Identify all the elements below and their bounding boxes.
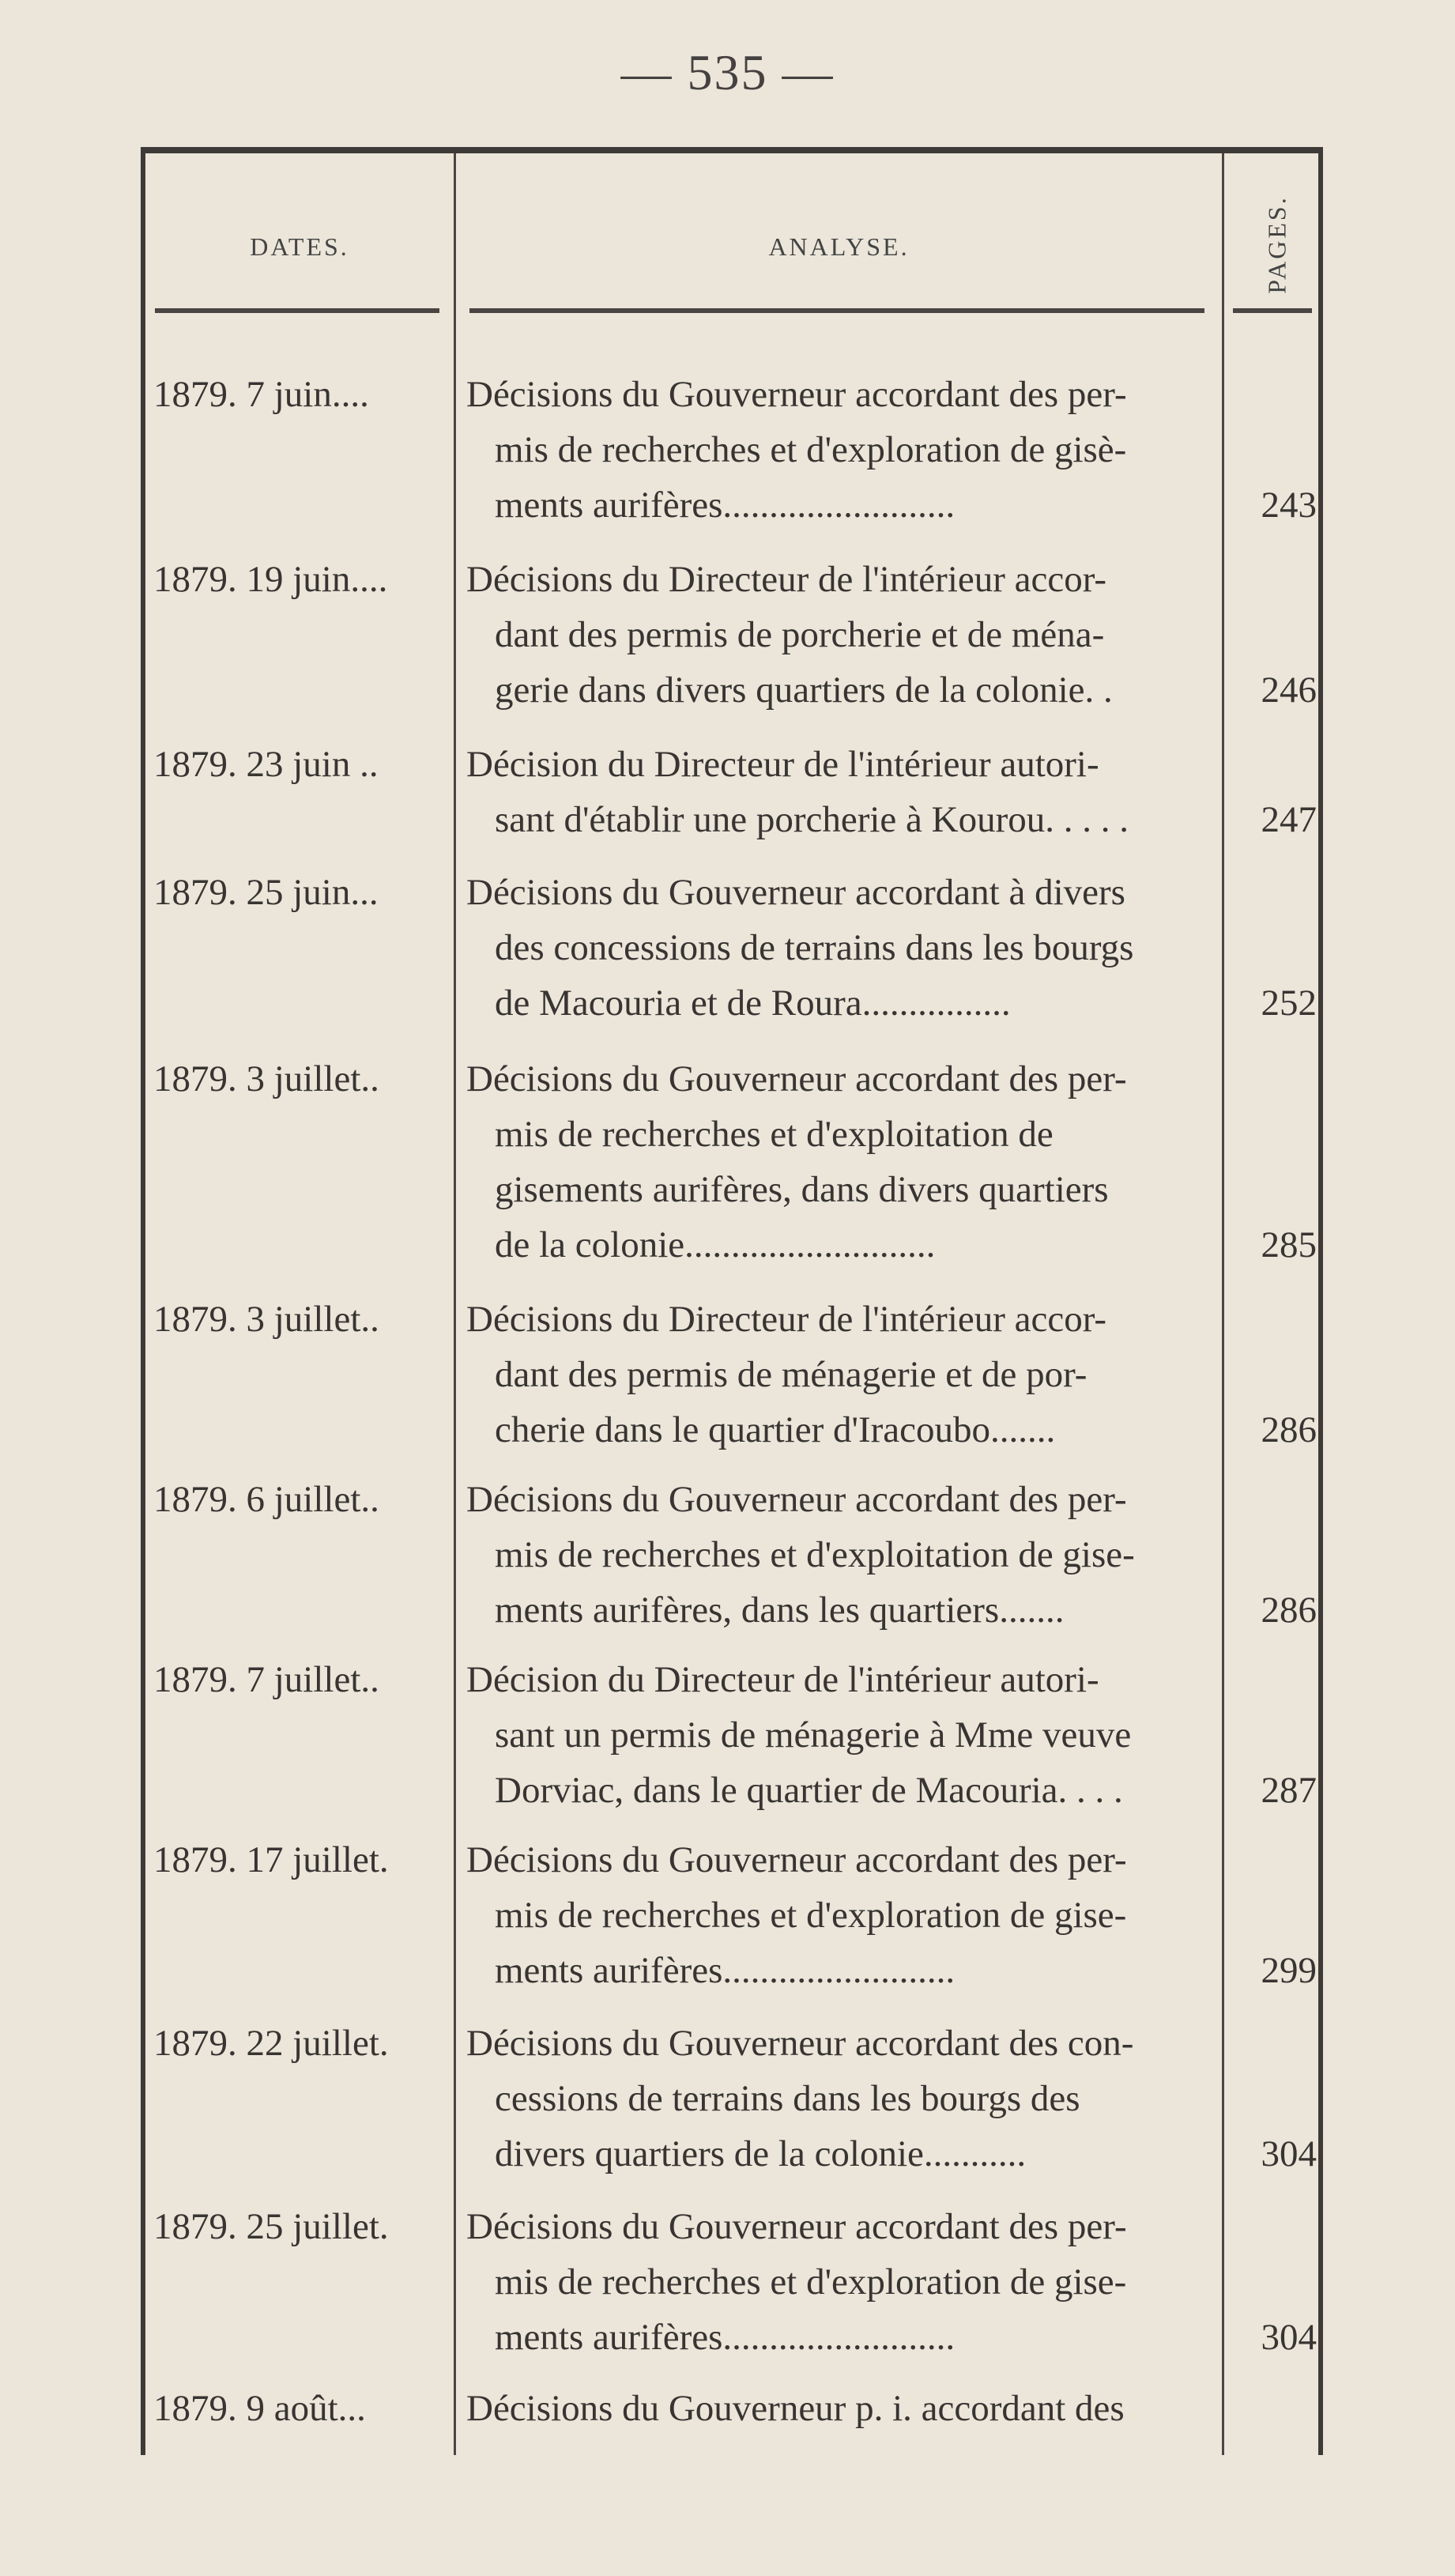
analysis-line: sant d'établir une porcherie à Kourou. . . . .: [495, 799, 1129, 840]
analyse-header: ANALYSE.: [768, 232, 910, 261]
analysis-line: de Macouria et de Roura................: [495, 983, 1011, 1024]
analysis-line: Décisions du Gouverneur accordant des per-: [466, 1479, 1127, 1520]
entry-analysis: [466, 1472, 1211, 1638]
analysis-line: mis de recherches et d'exploitation de: [495, 1114, 1054, 1155]
header-rule: [155, 308, 439, 313]
analysis-line: ments aurifères.........................: [495, 1950, 956, 1991]
entry-analysis: [466, 737, 1211, 847]
entry-page: 246: [1261, 669, 1317, 711]
entry-page: 304: [1261, 2317, 1317, 2358]
analysis-line: ments aurifères.........................: [495, 2317, 956, 2358]
index-table: [141, 147, 1323, 2455]
entry-page: 304: [1261, 2133, 1317, 2174]
entry-page: 247: [1261, 799, 1317, 840]
analysis-line: cherie dans le quartier d'Iracoubo.......: [495, 1409, 1056, 1450]
entry-analysis: [466, 1051, 1211, 1273]
column-divider: [454, 153, 456, 2455]
entry-date: 1879. 6 juillet..: [153, 1479, 379, 1520]
entry-page: 252: [1261, 983, 1317, 1024]
analysis-line: mis de recherches et d'exploitation de gise-: [495, 1534, 1135, 1575]
entry-analysis: [466, 1652, 1211, 1818]
analysis-line: Décisions du Gouverneur p. i. accordant des: [466, 2388, 1125, 2429]
entry-analysis: [466, 1292, 1211, 1458]
entry-page: 243: [1261, 485, 1317, 526]
entry-analysis: [466, 1832, 1211, 1998]
entry-analysis: [466, 552, 1211, 718]
entry-date: 1879. 25 juillet.: [153, 2206, 389, 2247]
analysis-line: dant des permis de porcherie et de ména-: [495, 614, 1105, 655]
analysis-line: mis de recherches et d'exploration de gise-: [495, 1895, 1127, 1936]
table-header: [145, 153, 1318, 319]
entry-date: 1879. 7 juillet..: [153, 1659, 379, 1700]
analysis-line: Décisions du Gouverneur accordant des per-: [466, 2206, 1127, 2247]
page-number: — 535 —: [620, 44, 835, 100]
analysis-line: des concessions de terrains dans les bourgs: [495, 927, 1134, 968]
entry-date: 1879. 17 juillet.: [153, 1839, 389, 1880]
entry-analysis: [466, 865, 1211, 1031]
analysis-line: ments aurifères.........................: [495, 485, 956, 526]
analysis-line: Décisions du Gouverneur accordant à divers: [466, 872, 1125, 913]
analysis-line: Décisions du Gouverneur accordant des per-: [466, 1058, 1127, 1099]
entry-date: 1879. 23 juin ..: [153, 744, 379, 785]
pages-header-label: PAGES.: [1262, 194, 1291, 294]
analysis-line: ments aurifères, dans les quartiers.......: [495, 1590, 1065, 1631]
dates-header: DATES.: [250, 232, 349, 261]
analysis-line: dant des permis de ménagerie et de por-: [495, 1354, 1087, 1395]
entry-analysis: [466, 2199, 1211, 2365]
entry-analysis: [466, 367, 1211, 533]
analysis-line: divers quartiers de la colonie...........: [495, 2133, 1027, 2174]
pages-header: [1233, 185, 1321, 304]
entry-date: 1879. 19 juin....: [153, 559, 388, 600]
entry-date: 1879. 9 août...: [153, 2388, 366, 2429]
entry-date: 1879. 22 juillet.: [153, 2023, 389, 2064]
analysis-line: Décisions du Gouverneur accordant des per-: [466, 374, 1127, 415]
analysis-line: de la colonie...........................: [495, 1224, 936, 1265]
analysis-line: sant un permis de ménagerie à Mme veuve: [495, 1714, 1132, 1756]
entry-analysis: [466, 2381, 1211, 2436]
entry-date: 1879. 7 juin....: [153, 374, 369, 415]
analysis-line: Dorviac, dans le quartier de Macouria. . . .: [495, 1770, 1123, 1811]
entry-analysis: [466, 2016, 1211, 2182]
column-divider: [1222, 153, 1224, 2455]
entry-page: 299: [1261, 1950, 1317, 1991]
entry-page: 285: [1261, 1224, 1317, 1265]
entry-page: 286: [1261, 1409, 1317, 1450]
analysis-line: gisements aurifères, dans divers quartiers: [495, 1169, 1109, 1210]
analysis-line: gerie dans divers quartiers de la colonie. .: [495, 669, 1113, 711]
analysis-line: Décisions du Gouverneur accordant des per-: [466, 1839, 1127, 1880]
analysis-line: Décisions du Directeur de l'intérieur accor-: [466, 559, 1107, 600]
entry-page: 287: [1261, 1770, 1317, 1811]
header-rule: [469, 308, 1204, 313]
analysis-line: cessions de terrains dans les bourgs des: [495, 2078, 1080, 2119]
analysis-line: Décisions du Directeur de l'intérieur accor-: [466, 1299, 1107, 1340]
analysis-line: Décisions du Gouverneur accordant des con-: [466, 2023, 1134, 2064]
analysis-line: Décision du Directeur de l'intérieur autori-: [466, 744, 1099, 785]
entry-page: 286: [1261, 1590, 1317, 1631]
analysis-line: mis de recherches et d'exploration de gisè-: [495, 429, 1127, 470]
analysis-line: Décision du Directeur de l'intérieur autori-: [466, 1659, 1099, 1700]
header-rule: [1233, 308, 1312, 313]
entry-date: 1879. 3 juillet..: [153, 1299, 379, 1340]
entry-date: 1879. 3 juillet..: [153, 1058, 379, 1099]
analysis-line: mis de recherches et d'exploration de gise-: [495, 2261, 1127, 2303]
entry-date: 1879. 25 juin...: [153, 872, 379, 913]
